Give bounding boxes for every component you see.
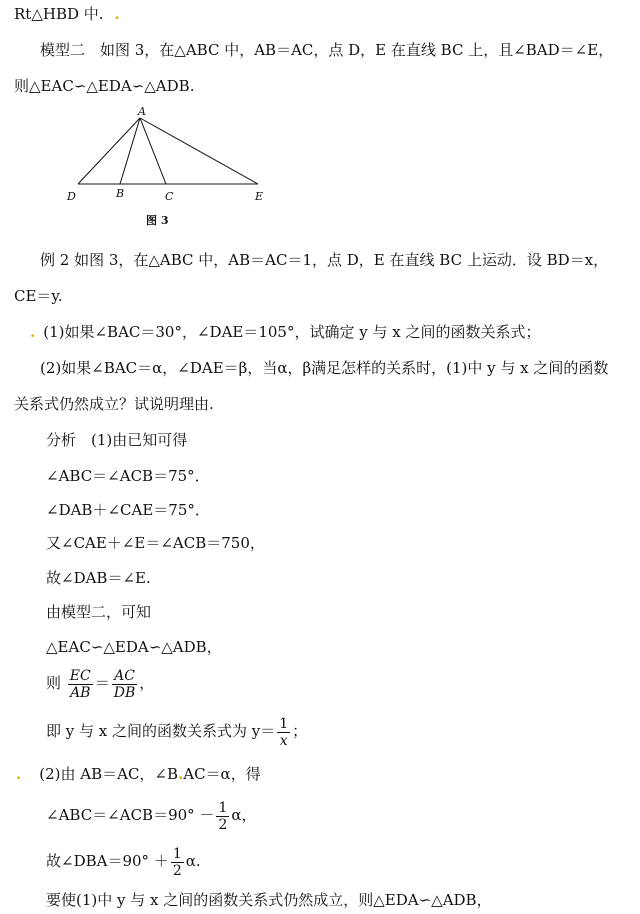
- text: (1)如果∠BAC＝30°，∠DAE＝105°，试确定 y 与 x 之间的函数关系式；: [43, 323, 541, 341]
- numerator: 1: [218, 799, 228, 816]
- numerator: EC: [69, 667, 91, 684]
- numerator: AC: [114, 667, 135, 684]
- fraction-half: [171, 846, 184, 879]
- numerator: 1: [279, 715, 289, 732]
- model-two-conclusion: 则△EAC∽△EDA∽△ADB.: [14, 77, 195, 95]
- denominator: DB: [113, 684, 136, 701]
- text: ＝: [94, 674, 110, 692]
- angle-dba-result: [46, 842, 201, 880]
- step-6: △EAC∽△EDA∽△ADB，: [46, 638, 222, 656]
- fraction-1-x: [277, 716, 290, 749]
- label-c: C: [165, 190, 174, 203]
- stray-mark: .: [178, 765, 184, 783]
- step-1: ∠ABC＝∠ACB＝75°．: [46, 467, 210, 485]
- stray-mark: .: [114, 5, 120, 23]
- step-5: 由模型二，可知: [46, 603, 152, 621]
- question-2-cont: 关系式仍然成立？试说明理由.: [14, 395, 214, 413]
- part-2-start: [16, 764, 261, 784]
- fraction-ec-ab: [68, 668, 93, 701]
- label-a: A: [138, 106, 146, 118]
- analysis-heading: 分析 (1)由已知可得: [46, 431, 188, 449]
- text: ；: [292, 722, 308, 740]
- numerator: 1: [172, 845, 182, 862]
- model-two-statement: 模型二 如图 3，在△ABC 中，AB＝AC，点 D，E 在直线 BC 上，且∠BAD＝∠E，: [40, 41, 614, 59]
- ratio-equation: [46, 664, 154, 702]
- fraction-half: [216, 800, 229, 833]
- text: 故∠DBA＝90° ＋: [46, 852, 169, 870]
- text: 即 y 与 x 之间的函数关系式为 y＝: [46, 722, 276, 740]
- text: α，: [231, 806, 257, 824]
- denominator: AB: [68, 684, 93, 701]
- stray-mark: .: [16, 765, 22, 783]
- segment-ae: [140, 118, 258, 184]
- step-4: 故∠DAB＝∠E.: [46, 569, 151, 587]
- example-2-statement-cont: CE＝y.: [14, 287, 63, 305]
- stray-mark: .: [30, 323, 36, 341]
- text: 则: [46, 674, 62, 692]
- question-2: (2)如果∠BAC＝α，∠DAE＝β，当α，β满足怎样的关系时，(1)中 y 与 x 之间的函数: [40, 359, 609, 377]
- line-1: [14, 4, 120, 24]
- example-2-statement: 例 2 如图 3，在△ABC 中，AB＝AC＝1，点 D，E 在直线 BC 上运动．设 BD＝x，: [40, 251, 609, 269]
- text: AC＝α，得: [183, 765, 261, 783]
- figure-caption: 图 3: [146, 214, 169, 227]
- text: ，: [139, 674, 155, 692]
- text: (2)由 AB＝AC，∠B: [39, 765, 179, 783]
- denominator: x: [277, 732, 290, 749]
- figure-3: [58, 106, 278, 234]
- label-e: E: [255, 190, 264, 203]
- step-3: 又∠CAE＋∠E＝∠ACB＝750，: [46, 534, 265, 552]
- segment-ac: [140, 118, 166, 184]
- denominator: 2: [218, 816, 228, 833]
- text: α.: [185, 852, 201, 870]
- segment-ad: [78, 118, 140, 184]
- label-b: B: [116, 187, 125, 200]
- fraction-ac-db: [112, 668, 138, 701]
- final-condition: 要使(1)中 y 与 x 之间的函数关系式仍然成立，则△EDA∽△ADB，: [46, 891, 492, 909]
- text: Rt△HBD 中.: [14, 5, 104, 23]
- text: ∠ABC＝∠ACB＝90° －: [46, 806, 215, 824]
- step-2: ∠DAB＋∠CAE＝75°．: [46, 501, 210, 519]
- angle-abc-result: [46, 796, 257, 834]
- segment-ab: [120, 118, 140, 184]
- function-result: [46, 712, 307, 750]
- denominator: 2: [172, 862, 182, 879]
- question-1: [30, 322, 541, 342]
- label-d: D: [67, 190, 76, 203]
